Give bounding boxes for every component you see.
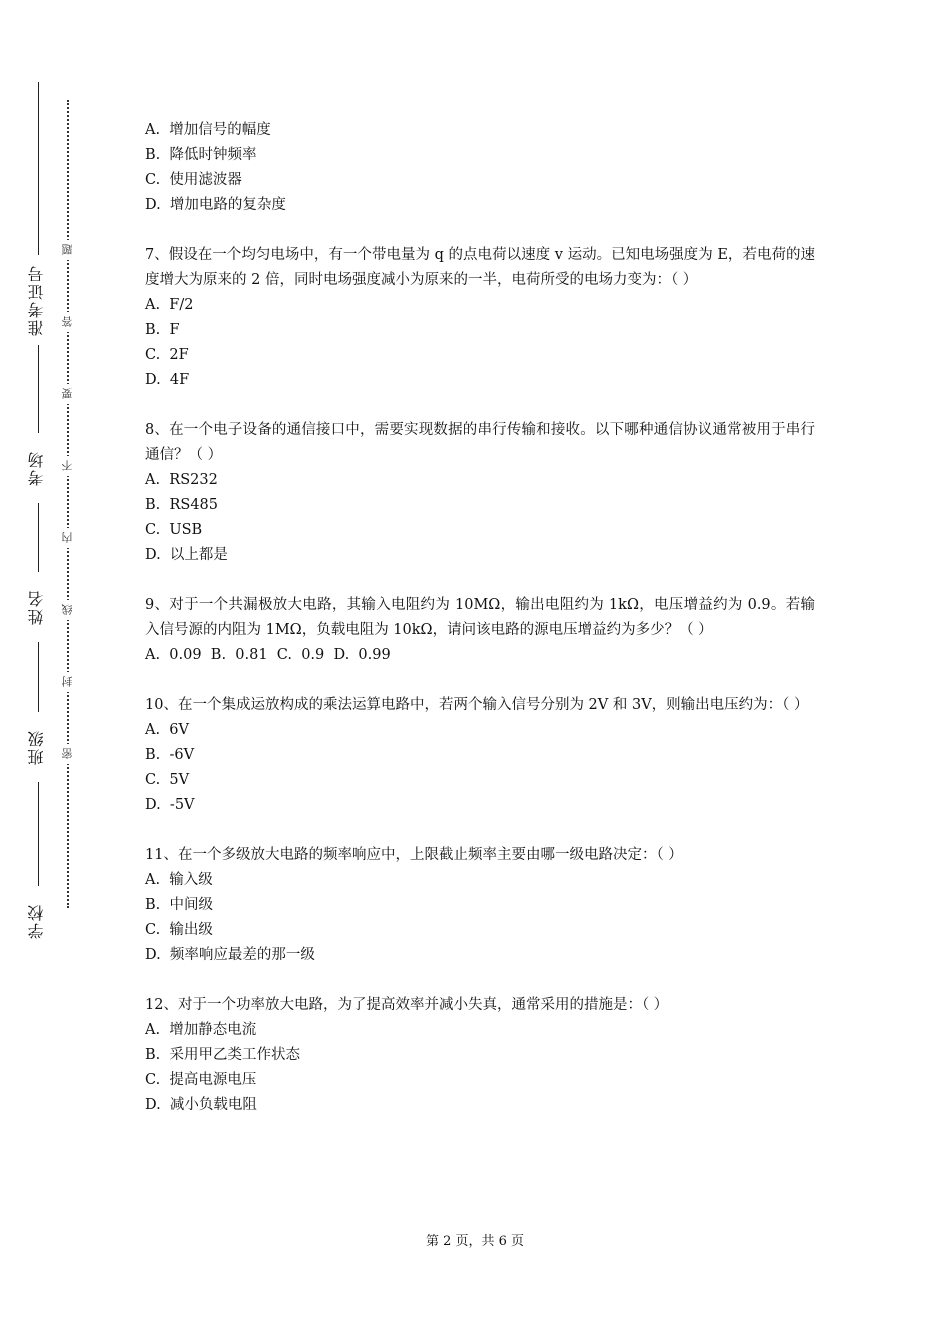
- option-a: A. RS232: [145, 472, 218, 488]
- name-label: 姓名: [22, 572, 52, 642]
- option-a: A. F/2: [145, 297, 194, 313]
- option-b: B. 降低时钟频率: [145, 147, 257, 163]
- option-c: C. 使用滤波器: [145, 172, 242, 188]
- question-stem: 7、假设在一个均匀电场中，有一个带电量为 q 的点电荷以速度 v 运动。已知电场强度为 E，若电荷的速度增大为原来的 2 倍，同时电场强度减小为原来的一半，电荷所受的电场力变为：（ ）: [145, 247, 815, 288]
- option-c: C. 提高电源电压: [145, 1072, 257, 1088]
- page-footer: 第 2 页，共 6 页: [425, 1234, 525, 1249]
- question-10: [145, 693, 815, 818]
- option-a: A. 增加信号的幅度: [145, 122, 271, 138]
- exam-room-label: 考场: [22, 433, 52, 503]
- school-label: 学校: [22, 886, 52, 956]
- seal-char: 题: [58, 240, 78, 260]
- binding-margin: [0, 0, 100, 1344]
- question-stem: 8、在一个电子设备的通信接口中，需要实现数据的串行传输和接收。以下哪种通信协议通常被用于串行通信？（ ）: [145, 422, 815, 463]
- seal-char: 答: [58, 312, 78, 332]
- class-label: 班级: [22, 712, 52, 782]
- question-6-options: [145, 118, 815, 218]
- question-list: [145, 118, 815, 1143]
- option-b: B. RS485: [145, 497, 219, 513]
- question-12: [145, 993, 815, 1118]
- option-a: A. 增加静态电流: [145, 1022, 257, 1038]
- question-stem: 11、在一个多级放大电路的频率响应中，上限截止频率主要由哪一级电路决定：（ ）: [145, 847, 683, 863]
- option-b: B. F: [145, 322, 180, 338]
- option-c: C. 输出级: [145, 922, 213, 938]
- question-stem: 12、对于一个功率放大电路，为了提高效率并减小失真，通常采用的措施是：（ ）: [145, 997, 669, 1013]
- question-7: [145, 243, 815, 393]
- option-d: D. -5V: [145, 797, 195, 813]
- option-c: C. 2F: [145, 347, 189, 363]
- question-9: [145, 593, 815, 668]
- option-b: B. 中间级: [145, 897, 213, 913]
- seal-char: 内: [58, 528, 78, 548]
- seal-char: 密: [58, 744, 78, 764]
- seal-char: 线: [58, 600, 78, 620]
- question-stem: 9、对于一个共漏极放大电路，其输入电阻约为 10MΩ，输出电阻约为 1kΩ，电压增益约为 0.9。若输入信号源的内阻为 1MΩ，负载电阻为 10kΩ，请问该电路的源电压增益约为多少？（ ）: [145, 597, 815, 638]
- seal-dotted-line: [67, 100, 69, 908]
- exam-number-label: 准考证号: [22, 255, 52, 345]
- question-8: [145, 418, 815, 568]
- option-b: B. 采用甲乙类工作状态: [145, 1047, 300, 1063]
- option-a: A. 输入级: [145, 872, 213, 888]
- option-b: B. -6V: [145, 747, 195, 763]
- option-d: D. 增加电路的复杂度: [145, 197, 286, 213]
- seal-char: 封: [58, 672, 78, 692]
- option-c: C. USB: [145, 522, 203, 538]
- question-11: [145, 843, 815, 968]
- question-stem: 10、在一个集成运放构成的乘法运算电路中，若两个输入信号分别为 2V 和 3V，则输出电压约为：（ ）: [145, 697, 809, 713]
- option-a: A. 6V: [145, 722, 189, 738]
- option-d: D. 频率响应最差的那一级: [145, 947, 315, 963]
- option-d: D. 减小负载电阻: [145, 1097, 257, 1113]
- option-d: D. 4F: [145, 372, 190, 388]
- option-d: D. 以上都是: [145, 547, 228, 563]
- seal-char: 要: [58, 384, 78, 404]
- option-c: C. 5V: [145, 772, 190, 788]
- options-inline: A. 0.09 B. 0.81 C. 0.9 D. 0.99: [145, 647, 391, 663]
- seal-char: 不: [58, 456, 78, 476]
